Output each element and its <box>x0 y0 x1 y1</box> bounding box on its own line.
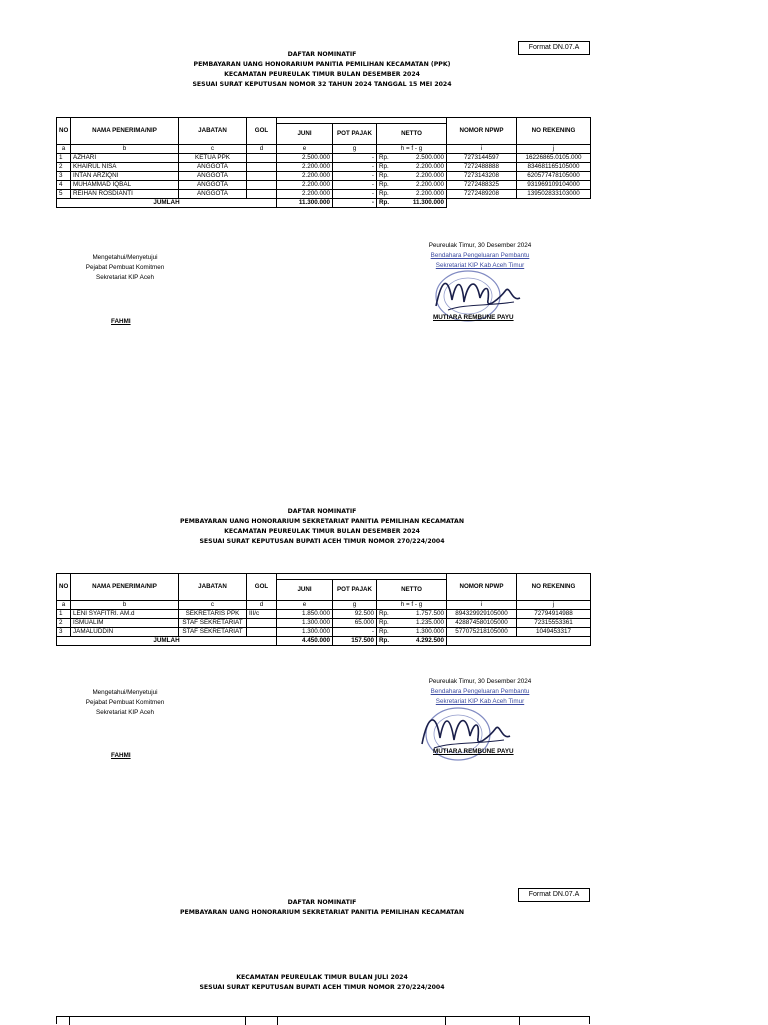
treasurer-office: Sekretariat KIP Kab Aceh Timur <box>435 698 525 705</box>
row-gol <box>247 628 277 637</box>
heading-line: KECAMATAN PEUREULAK TIMUR BULAN DESEMBER 2024 <box>224 71 420 78</box>
col-header-juni: JUNI <box>277 123 333 144</box>
sign-date: Peureulak Timur, 30 Desember 2024 <box>428 242 532 249</box>
row-rekening: 72794914988 <box>517 610 591 619</box>
col-header-npwp: NOMOR NPWP <box>447 574 517 601</box>
row-no: 1 <box>57 154 71 163</box>
row-pot-pajak: - <box>333 163 377 172</box>
total-pot-pajak: - <box>333 199 377 208</box>
row-gol <box>247 154 277 163</box>
table-row <box>57 172 591 181</box>
row-rp: Rp. <box>377 172 391 181</box>
row-npwp: 7273144597 <box>447 154 517 163</box>
col-header-gol: GOL <box>247 118 277 145</box>
code-cell: b <box>71 145 179 154</box>
row-netto: 1.757.500 <box>391 610 447 619</box>
heading-line: DAFTAR NOMINATIF <box>287 899 357 906</box>
row-rp: Rp. <box>377 610 391 619</box>
blank-cell <box>517 199 591 208</box>
row-jabatan: KETUA PPK <box>179 154 247 163</box>
row-no: 3 <box>57 172 71 181</box>
row-rekening: 620577478105000 <box>517 172 591 181</box>
document-heading <box>150 50 494 90</box>
total-netto: 11.300.000 <box>391 199 447 208</box>
row-netto: 2.200.000 <box>391 181 447 190</box>
code-cell: a <box>57 601 71 610</box>
row-nama: MUHAMMAD IQBAL <box>71 181 179 190</box>
row-rekening: 834681165105000 <box>517 163 591 172</box>
code-cell: h = f - g <box>377 145 447 154</box>
table-row <box>57 610 591 619</box>
row-gol <box>247 181 277 190</box>
code-cell: i <box>447 601 517 610</box>
heading-line: DAFTAR NOMINATIF <box>287 51 357 58</box>
document-heading <box>150 507 494 547</box>
format-label: Format DN.07.A <box>518 888 590 902</box>
row-netto: 2.200.000 <box>391 163 447 172</box>
row-juni: 2.200.000 <box>277 181 333 190</box>
total-label: JUMLAH <box>57 199 277 208</box>
col-header-juni: JUNI <box>277 579 333 600</box>
table-row <box>57 619 591 628</box>
code-cell: c <box>179 145 247 154</box>
row-npwp: 7273143208 <box>447 172 517 181</box>
row-pot-pajak: 65.000 <box>333 619 377 628</box>
approval-line: Sekretariat KIP Aceh <box>96 709 154 716</box>
row-npwp: 7272489208 <box>447 190 517 199</box>
row-jabatan: STAF SEKRETARIAT <box>179 628 247 637</box>
approver-name: FAHMI <box>111 752 131 759</box>
row-juni: 1.850.000 <box>277 610 333 619</box>
row-nama: JAMALUDDIN <box>71 628 179 637</box>
col-header-jabatan: JABATAN <box>179 574 247 601</box>
total-rp: Rp. <box>377 637 391 646</box>
heading-line: SESUAI SURAT KEPUTUSAN BUPATI ACEH TIMUR NOMOR 270/224/2004 <box>199 538 445 545</box>
row-npwp: 7272488325 <box>447 181 517 190</box>
row-netto: 2.200.000 <box>391 190 447 199</box>
approval-block <box>60 688 190 718</box>
col-header-no: NO <box>57 118 71 145</box>
row-netto: 2.200.000 <box>391 172 447 181</box>
col-header-no: NO <box>57 574 71 601</box>
treasurer-block <box>410 241 550 271</box>
row-rp: Rp. <box>377 619 391 628</box>
row-netto: 2.500.000 <box>391 154 447 163</box>
code-cell: g <box>333 145 377 154</box>
row-npwp: 428874580105000 <box>447 619 517 628</box>
format-label: Format DN.07.A <box>518 41 590 55</box>
col-header-nama: NAMA PENERIMA/NIP <box>71 118 179 145</box>
row-jabatan: SEKRETARIS PPK <box>179 610 247 619</box>
treasurer-name: MUTIARA REMBUNE PAYU <box>433 314 514 321</box>
row-rekening: 931969109104000 <box>517 181 591 190</box>
total-pot-pajak: 157.500 <box>333 637 377 646</box>
heading-line: PEMBAYARAN UANG HONORARIUM SEKRETARIAT PANITIA PEMILIHAN KECAMATAN <box>180 518 464 525</box>
nominative-table <box>56 117 591 208</box>
approval-line: Sekretariat KIP Aceh <box>96 274 154 281</box>
row-juni: 2.200.000 <box>277 190 333 199</box>
heading-line: SESUAI SURAT KEPUTUSAN NOMOR 32 TAHUN 2024 TANGGAL 15 MEI 2024 <box>192 81 452 88</box>
document-heading <box>150 898 494 918</box>
row-rp: Rp. <box>377 190 391 199</box>
approval-line: Mengetahui/Menyetujui <box>92 689 158 696</box>
row-gol <box>247 619 277 628</box>
row-pot-pajak: 92.500 <box>333 610 377 619</box>
total-juni: 11.300.000 <box>277 199 333 208</box>
blank-cell <box>447 199 517 208</box>
code-cell: d <box>247 145 277 154</box>
row-pot-pajak: - <box>333 181 377 190</box>
row-gol: III/c <box>247 610 277 619</box>
row-jabatan: ANGGOTA <box>179 181 247 190</box>
row-npwp: 894329929105000 <box>447 610 517 619</box>
table-top-edge <box>56 1016 590 1024</box>
heading-line: SESUAI SURAT KEPUTUSAN BUPATI ACEH TIMUR NOMOR 270/224/2004 <box>199 984 445 991</box>
row-pot-pajak: - <box>333 172 377 181</box>
heading-line: KECAMATAN PEUREULAK TIMUR BULAN DESEMBER 2024 <box>224 528 420 535</box>
col-header-pot-pajak: POT PAJAK <box>333 579 377 600</box>
row-pot-pajak: - <box>333 628 377 637</box>
code-cell: j <box>517 601 591 610</box>
row-juni: 2.500.000 <box>277 154 333 163</box>
row-juni: 2.200.000 <box>277 163 333 172</box>
code-cell: e <box>277 145 333 154</box>
table-row <box>57 154 591 163</box>
row-nama: AZHARI <box>71 154 179 163</box>
row-pot-pajak: - <box>333 190 377 199</box>
row-npwp: 7272488888 <box>447 163 517 172</box>
row-no: 5 <box>57 190 71 199</box>
row-no: 1 <box>57 610 71 619</box>
code-cell: i <box>447 145 517 154</box>
approval-block <box>60 253 190 283</box>
row-gol <box>247 163 277 172</box>
total-label: JUMLAH <box>57 637 277 646</box>
approver-name: FAHMI <box>111 318 131 325</box>
heading-line: KECAMATAN PEUREULAK TIMUR BULAN JULI 2024 <box>236 974 408 981</box>
code-row <box>57 145 591 154</box>
code-cell: c <box>179 601 247 610</box>
row-jabatan: ANGGOTA <box>179 190 247 199</box>
row-rp: Rp. <box>377 163 391 172</box>
heading-line: PEMBAYARAN UANG HONORARIUM SEKRETARIAT PANITIA PEMILIHAN KECAMATAN <box>180 909 464 916</box>
col-header-jabatan: JABATAN <box>179 118 247 145</box>
col-header-pot-pajak: POT PAJAK <box>333 123 377 144</box>
table-row <box>57 163 591 172</box>
approval-line: Pejabat Pembuat Komitmen <box>85 264 165 271</box>
row-jabatan: ANGGOTA <box>179 172 247 181</box>
code-row <box>57 601 591 610</box>
code-cell: a <box>57 145 71 154</box>
row-rp: Rp. <box>377 154 391 163</box>
total-rp: Rp. <box>377 199 391 208</box>
table-row <box>57 181 591 190</box>
total-netto: 4.292.500 <box>391 637 447 646</box>
total-row <box>57 199 591 208</box>
col-header-gol: GOL <box>247 574 277 601</box>
col-header-npwp: NOMOR NPWP <box>447 118 517 145</box>
row-no: 2 <box>57 163 71 172</box>
treasurer-name: MUTIARA REMBUNE PAYU <box>433 748 514 755</box>
row-nama: REIHAN ROSDIANTI <box>71 190 179 199</box>
nominative-table <box>56 573 591 646</box>
row-no: 2 <box>57 619 71 628</box>
total-juni: 4.450.000 <box>277 637 333 646</box>
treasurer-title: Bendahara Pengeluaran Pembantu <box>430 688 530 695</box>
row-rekening: 72315553361 <box>517 619 591 628</box>
total-row <box>57 637 591 646</box>
treasurer-office: Sekretariat KIP Kab Aceh Timur <box>435 262 525 269</box>
row-juni: 1.300.000 <box>277 619 333 628</box>
row-pot-pajak: - <box>333 154 377 163</box>
code-cell: g <box>333 601 377 610</box>
row-nama: INTAN ARZIQNI <box>71 172 179 181</box>
row-jabatan: STAF SEKRETARIAT <box>179 619 247 628</box>
col-header-rekening: NO REKENING <box>517 118 591 145</box>
code-cell: d <box>247 601 277 610</box>
row-nama: KHAIRUL NISA <box>71 163 179 172</box>
row-juni: 2.200.000 <box>277 172 333 181</box>
row-rp: Rp. <box>377 628 391 637</box>
approval-line: Mengetahui/Menyetujui <box>92 254 158 261</box>
col-header-nama: NAMA PENERIMA/NIP <box>71 574 179 601</box>
row-npwp: 577075218105000 <box>447 628 517 637</box>
row-netto: 1.235.000 <box>391 619 447 628</box>
code-cell: h = f - g <box>377 601 447 610</box>
heading-line: PEMBAYARAN UANG HONORARIUM PANITIA PEMILIHAN KECAMATAN (PPK) <box>193 61 451 68</box>
row-gol <box>247 190 277 199</box>
code-cell: e <box>277 601 333 610</box>
document-subheading <box>150 973 494 993</box>
treasurer-block <box>410 677 550 707</box>
row-rekening: 1049453317 <box>517 628 591 637</box>
heading-line: DAFTAR NOMINATIF <box>287 508 357 515</box>
row-rp: Rp. <box>377 181 391 190</box>
col-header-netto: NETTO <box>377 579 447 600</box>
col-header-rekening: NO REKENING <box>517 574 591 601</box>
treasurer-title: Bendahara Pengeluaran Pembantu <box>430 252 530 259</box>
row-gol <box>247 172 277 181</box>
row-no: 4 <box>57 181 71 190</box>
blank-cell <box>447 637 591 646</box>
row-jabatan: ANGGOTA <box>179 163 247 172</box>
code-cell: b <box>71 601 179 610</box>
row-rekening: 16226865.0105.000 <box>517 154 591 163</box>
col-header-netto: NETTO <box>377 123 447 144</box>
table-row <box>57 190 591 199</box>
sign-date: Peureulak Timur, 30 Desember 2024 <box>428 678 532 685</box>
approval-line: Pejabat Pembuat Komitmen <box>85 699 165 706</box>
row-juni: 1.300.000 <box>277 628 333 637</box>
row-rekening: 139502833103000 <box>517 190 591 199</box>
row-netto: 1.300.000 <box>391 628 447 637</box>
row-no: 3 <box>57 628 71 637</box>
row-nama: LENI SYAFITRI. AM.d <box>71 610 179 619</box>
code-cell: j <box>517 145 591 154</box>
table-row <box>57 628 591 637</box>
row-nama: ISMUALIM <box>71 619 179 628</box>
